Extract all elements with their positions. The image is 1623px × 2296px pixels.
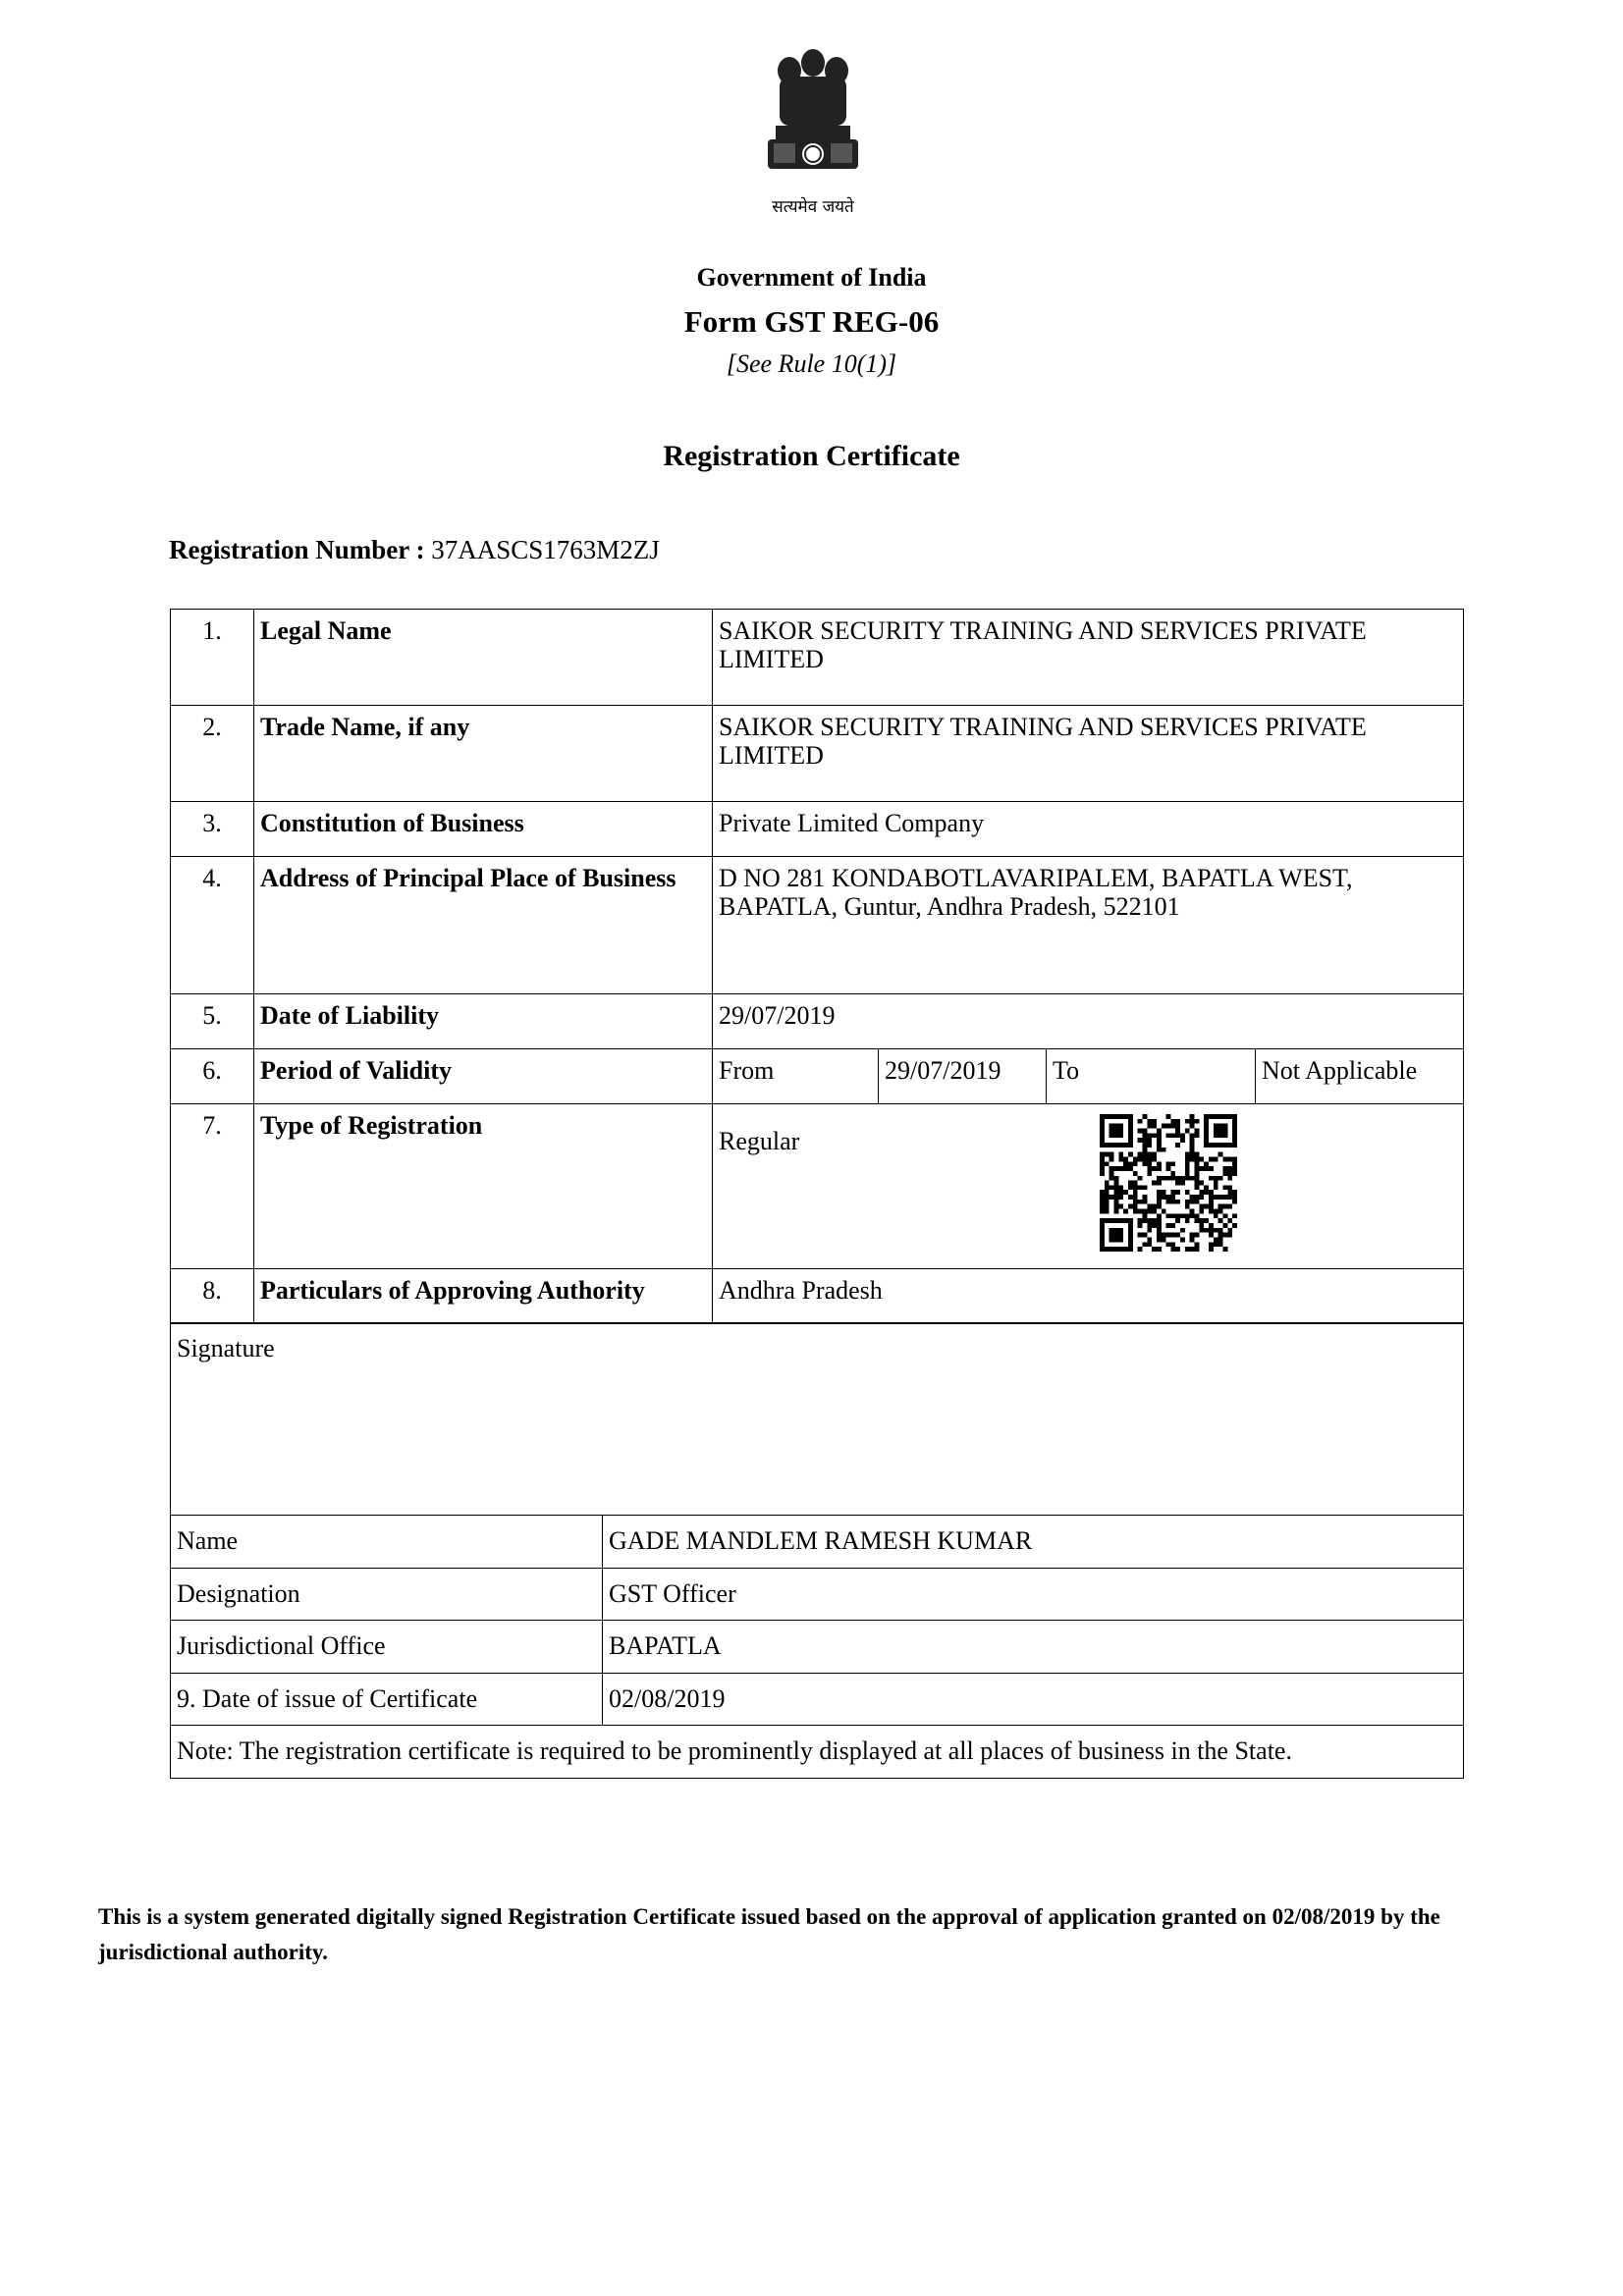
approving-authority-value: Andhra Pradesh bbox=[713, 1269, 1464, 1324]
table-row bbox=[171, 1104, 1464, 1269]
constitution-value: Private Limited Company bbox=[713, 802, 1464, 857]
table-row bbox=[171, 1269, 1464, 1324]
validity-to-value: Not Applicable bbox=[1256, 1049, 1464, 1104]
rule-reference: [See Rule 10(1)] bbox=[726, 349, 897, 378]
qr-code-icon bbox=[1100, 1114, 1237, 1252]
name-label: Name bbox=[171, 1516, 603, 1569]
signature-label: Signature bbox=[171, 1323, 1464, 1516]
registration-number-label: Registration Number : bbox=[169, 535, 425, 564]
table-row bbox=[171, 1726, 1464, 1779]
table-row bbox=[171, 706, 1464, 802]
registration-number-value: 37AASCS1763M2ZJ bbox=[431, 535, 660, 564]
designation-value: GST Officer bbox=[603, 1568, 1464, 1621]
validity-from-label: From bbox=[713, 1049, 879, 1104]
row-label: Date of Liability bbox=[254, 994, 713, 1049]
government-heading: Government of India bbox=[696, 263, 927, 292]
form-title: Form GST REG-06 bbox=[683, 304, 940, 339]
row-number: 2. bbox=[171, 706, 254, 802]
issue-date-value: 02/08/2019 bbox=[603, 1673, 1464, 1726]
liability-date-value: 29/07/2019 bbox=[713, 994, 1464, 1049]
registration-type-cell bbox=[713, 1104, 1464, 1269]
row-number: 1. bbox=[171, 610, 254, 706]
table-row bbox=[171, 994, 1464, 1049]
row-label: Address of Principal Place of Business bbox=[254, 857, 713, 994]
registration-details-table bbox=[170, 609, 1464, 1324]
row-number: 6. bbox=[171, 1049, 254, 1104]
designation-label: Designation bbox=[171, 1568, 603, 1621]
footer-statement: This is a system generated digitally signed Registration Certificate issued based on the approval of application granted on 02/08/2019 by the jurisdictional authority. bbox=[98, 1904, 1440, 1964]
certificate-title: Registration Certificate bbox=[663, 440, 960, 472]
row-label: Type of Registration bbox=[254, 1104, 713, 1269]
row-label: Period of Validity bbox=[254, 1049, 713, 1104]
table-row bbox=[171, 1621, 1464, 1674]
registration-type-value: Regular bbox=[719, 1127, 800, 1155]
validity-from-value: 29/07/2019 bbox=[879, 1049, 1047, 1104]
table-row bbox=[171, 1516, 1464, 1569]
office-label: Jurisdictional Office bbox=[171, 1621, 603, 1674]
table-row bbox=[171, 802, 1464, 857]
address-value: D NO 281 KONDABOTLAVARIPALEM, BAPATLA WEST, BAPATLA, Guntur, Andhra Pradesh, 522101 bbox=[713, 857, 1464, 994]
signature-table bbox=[170, 1322, 1464, 1779]
trade-name-value: SAIKOR SECURITY TRAINING AND SERVICES PRIVATE LIMITED bbox=[713, 706, 1464, 802]
table-row bbox=[171, 610, 1464, 706]
signature-row bbox=[171, 1323, 1464, 1516]
row-number: 4. bbox=[171, 857, 254, 994]
row-label: Legal Name bbox=[254, 610, 713, 706]
row-number: 8. bbox=[171, 1269, 254, 1324]
emblem-motto: सत्यमेव जयते bbox=[772, 197, 854, 217]
name-value: GADE MANDLEM RAMESH KUMAR bbox=[603, 1516, 1464, 1569]
row-number: 7. bbox=[171, 1104, 254, 1269]
legal-name-value: SAIKOR SECURITY TRAINING AND SERVICES PRIVATE LIMITED bbox=[713, 610, 1464, 706]
row-label: Trade Name, if any bbox=[254, 706, 713, 802]
office-value: BAPATLA bbox=[603, 1621, 1464, 1674]
validity-to-label: To bbox=[1047, 1049, 1256, 1104]
table-row bbox=[171, 1673, 1464, 1726]
row-number: 5. bbox=[171, 994, 254, 1049]
issue-date-label: 9. Date of issue of Certificate bbox=[171, 1673, 603, 1726]
display-note: Note: The registration certificate is required to be prominently displayed at all places of business in the State. bbox=[171, 1726, 1464, 1779]
table-row bbox=[171, 857, 1464, 994]
row-label: Particulars of Approving Authority bbox=[254, 1269, 713, 1324]
registration-number bbox=[169, 535, 660, 565]
table-row bbox=[171, 1049, 1464, 1104]
national-emblem-icon bbox=[754, 41, 872, 208]
row-number: 3. bbox=[171, 802, 254, 857]
row-label: Constitution of Business bbox=[254, 802, 713, 857]
table-row bbox=[171, 1568, 1464, 1621]
